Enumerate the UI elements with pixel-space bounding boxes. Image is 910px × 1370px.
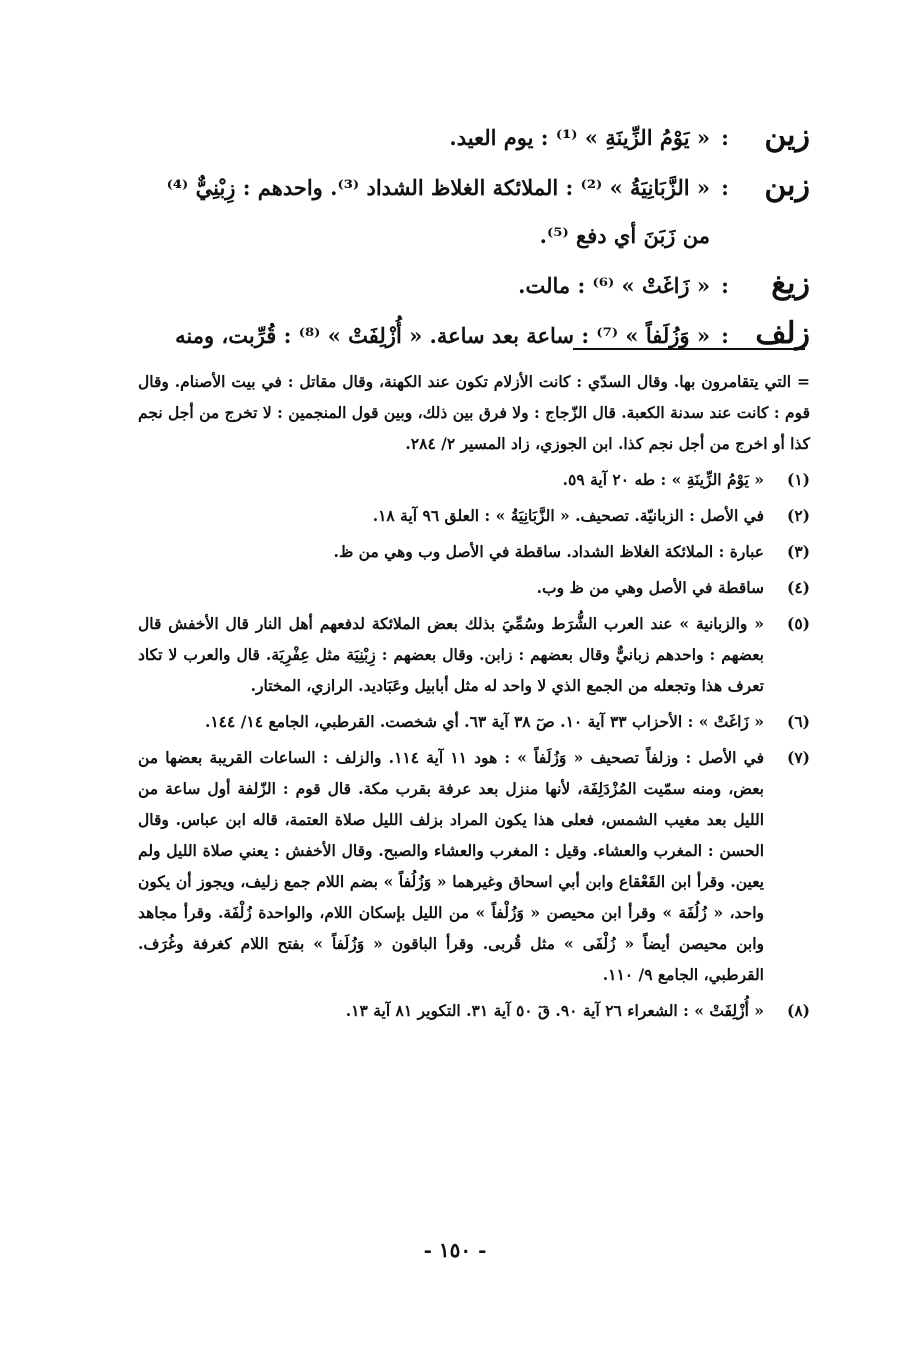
entry-definition: « يَوْمُ الزِّينَةِ » ⁽¹⁾ : يوم العيد. xyxy=(449,125,710,150)
footnote-continued xyxy=(138,366,810,459)
footnote-text: في الأصل : الزبانيّة. تصحيف. « الزَّبَانِيَةُ » : العلق ٩٦ آية ١٨. xyxy=(372,506,764,525)
footnote-text: ساقطة في الأصل وهي من ظ وب. xyxy=(536,578,764,597)
entry-definition: « زَاغَتْ » ⁽⁶⁾ : مالت. xyxy=(518,273,710,298)
footnote xyxy=(138,536,810,567)
footnote-number: (٤) xyxy=(786,578,810,597)
entry-colon: : xyxy=(721,125,729,150)
entry-zyn xyxy=(130,112,810,162)
footnote-text: « والزبانية » عند العرب الشُّرَط وسُمِّيَ بذلك بعض الملائكة لدفعهم أهل النار قال الأخفش قال بعضهم : واحدهم زبانيٌّ وقال بعضهم : زابن. وقال بعضهم : زِبْنِيَة مثل عِفْرِيَة. قال والعرب لا تكاد تعرف هذا وتجعله من الجمع الذي لا واحد له مثل أبابيل وعَبَاديد. الرازي، المختار. xyxy=(138,614,764,695)
entry-zlf xyxy=(130,310,810,360)
footnote-text: « زَاغَتْ » : الأحزاب ٣٣ آية ١٠. صٓ ٣٨ آية ٦٣. أي شخصت. القرطبي، الجامع ١٤/ ١٤٤. xyxy=(204,712,764,731)
entry-root: زيغ xyxy=(771,266,810,301)
footnote-number: (١) xyxy=(786,470,810,489)
footnote-number: (٣) xyxy=(786,542,810,561)
entry-colon: : xyxy=(721,175,729,200)
entry-colon: : xyxy=(721,273,729,298)
footnote-number: (٦) xyxy=(786,712,810,731)
entry-continuation xyxy=(130,212,810,260)
footnote-number: (٨) xyxy=(786,1001,810,1020)
footnotes xyxy=(138,366,810,1031)
page-number: - ١٥٠ - xyxy=(423,1238,487,1262)
footnote-text: في الأصل : وزلفاً تصحيف « وَزُلَفاً » : هود ١١ آية ١١٤. والزلف : الساعات القريبة بعضها من بعض، ومنه سمّيت المُزْدَلِفَة، لأنها منزل بعد عرفة بقرب مكة. قال قوم : الزّلفة أول ساعة من الليل بعد مغيب الشمس، فعلى هذا يكون المراد بزلف الليل صلاة العتمة، قاله ابن عباس. وقال الحسن : المغرب والعشاء. وقيل : المغرب والعشاء والصبح. وقال الأخفش : يعني صلاة الليل ولم يعين. وقرأ ابن القَعْقاع وابن أبي اسحاق وغيرهما « وَزُلُفاً » بضم اللام جمع زليف، ويجوز أن يكون واحد، « زُلُفَة » وقرأ ابن محيصن « وَزُلْفاً » من الليل بإسكان اللام، والواحدة زُلْفَة. وقرأ مجاهد وابن محيصن أيضاً « زُلْفَى » مثل قُربى. وقرأ الباقون « وَزُلَفاً » بفتح اللام كغرفة وغُرَف. القرطبي، الجامع ٩/ ١١٠. xyxy=(138,748,764,984)
entry-root: زين xyxy=(764,118,810,153)
footnote-number: (٢) xyxy=(786,506,810,525)
entry-definition-continued: من زَبَنَ أي دفع ⁽⁵⁾. xyxy=(539,223,710,248)
footnote-text: « يَوْمُ الزِّينَةِ » : طه ٢٠ آية ٥٩. xyxy=(562,470,764,489)
footnote xyxy=(138,995,810,1026)
footnote xyxy=(138,464,810,495)
footnote-text: عبارة : الملائكة الغلاظ الشداد. ساقطة في الأصل وب وهي من ظ. xyxy=(333,542,764,561)
entry-root: زلف xyxy=(755,316,810,351)
entry-zygh xyxy=(130,260,810,310)
entry-root: زبن xyxy=(764,168,810,203)
entry-definition: « الزَّبَانِيَةُ » ⁽²⁾ : الملائكة الغلاظ الشداد ⁽³⁾. واحدهم : زِبْنِيٌّ ⁽⁴⁾ xyxy=(166,175,710,200)
footnote xyxy=(138,706,810,737)
footnote-number: (٥) xyxy=(786,614,810,633)
entry-definition: « وَزُلَفاً » ⁽⁷⁾ : ساعة بعد ساعة. « أُزْلِفَتْ » ⁽⁸⁾ : قُرِّبت، ومنه xyxy=(175,323,710,348)
footnote-divider xyxy=(573,348,805,350)
footnote-text: « أُزْلِفَتْ » : الشعراء ٢٦ آية ٩٠. قٓ ٥٠ آية ٣١. التكوير ٨١ آية ١٣. xyxy=(345,1001,764,1020)
footnote-number: (٧) xyxy=(786,748,810,767)
footnote xyxy=(138,500,810,531)
footnote xyxy=(138,742,810,990)
dictionary-entries xyxy=(130,112,810,360)
footnote xyxy=(138,572,810,603)
footnote-text: = التي يتقامرون بها. وقال السدّي : كانت الأزلام تكون عند الكهنة، وقال مقاتل : في بيت الأصنام. وقال قوم : كانت عند سدنة الكعبة. قال الزّجاج : ولا فرق بين ذلك، وبين قول المنجمين : لا تخرج من أجل نجم كذا أو اخرج من أجل نجم كذا. ابن الجوزي، زاد المسير ٢/ ٢٨٤. xyxy=(138,372,810,453)
entry-zbn xyxy=(130,162,810,212)
entry-colon: : xyxy=(721,323,729,348)
footnote xyxy=(138,608,810,701)
